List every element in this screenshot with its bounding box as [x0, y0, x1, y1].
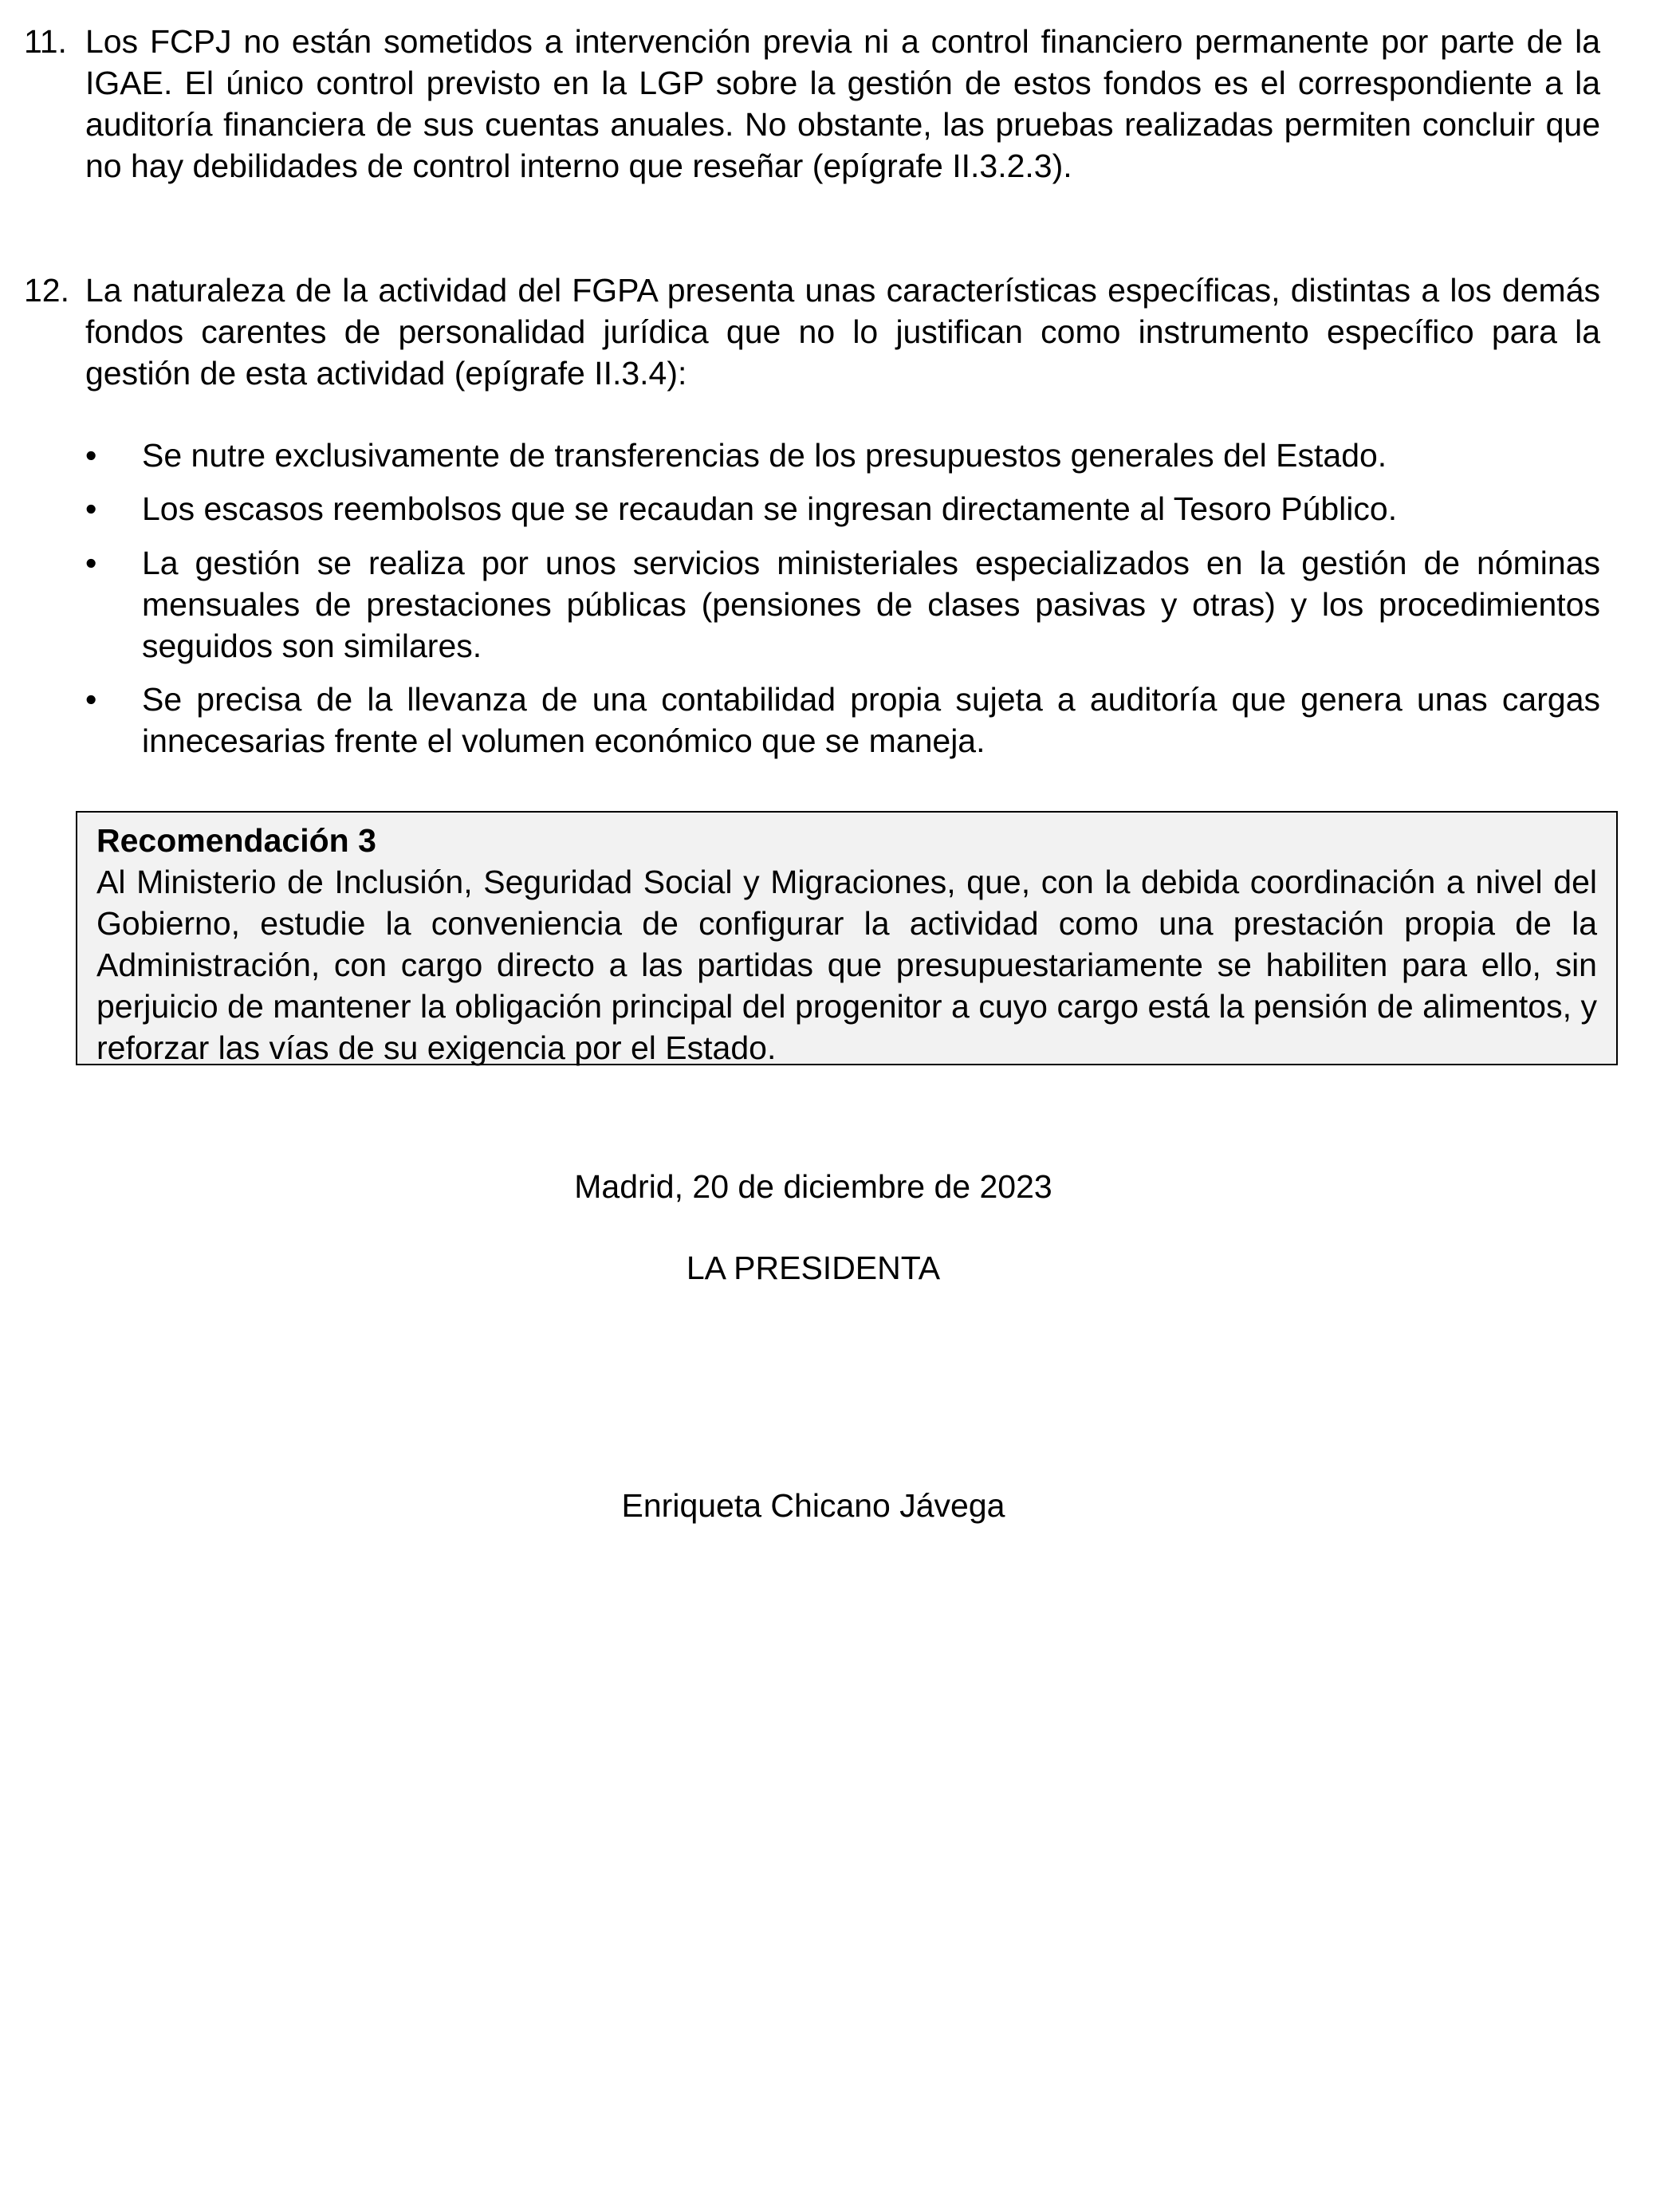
bullet-dot: • [85, 545, 97, 581]
bullet-text: Se precisa de la llevanza de una contabilidad propia sujeta a auditoría que genera unas cargas innecesarias frente el volumen económico que se maneja. [142, 681, 1600, 759]
bullet-text: Los escasos reembolsos que se recaudan se ingresan directamente al Tesoro Público. [142, 490, 1398, 527]
bullet-dot: • [85, 681, 97, 718]
paragraph-number: 11. [24, 23, 67, 60]
paragraph-number: 12. [24, 272, 69, 309]
paragraph-text: La naturaleza de la actividad del FGPA presenta unas características específicas, distintas a los demás fondos carentes de personalidad jurídica que no lo justifican como instrumento específico para la gestión de esta actividad (epígrafe II.3.4): [85, 272, 1600, 392]
bullet-dot: • [85, 437, 97, 474]
signatory-name: Enriqueta Chicano Jávega [621, 1487, 1005, 1524]
bullet-text: La gestión se realiza por unos servicios ministeriales especializados en la gestión de nóminas mensuales de prestaciones públicas (pensiones de clases pasivas y otras) y los procedimientos seguidos son similares. [142, 545, 1600, 664]
bullet-dot: • [85, 490, 97, 527]
paragraph-text: Los FCPJ no están sometidos a intervención previa ni a control financiero permanente por parte de la IGAE. El único control previsto en la LGP sobre la gestión de estos fondos es el correspondiente a la auditoría financiera de sus cuentas anuales. No obstante, las pruebas realizadas permiten concluir que no hay debilidades de control interno que reseñar (epígrafe II.3.2.3). [85, 23, 1600, 184]
signatory-role: LA PRESIDENTA [686, 1250, 941, 1286]
recommendation-text: Al Ministerio de Inclusión, Seguridad Social y Migraciones, que, con la debida coordinación a nivel del Gobierno, estudie la conveniencia de configurar la actividad como una prestación propia de la Administración, con cargo directo a las partidas que presupuestariamente se habiliten para ello, sin perjuicio de mantener la obligación principal del progenitor a cuyo cargo está la pensión de alimentos, y reforzar las vías de su exigencia por el Estado. [96, 864, 1597, 1066]
place-date: Madrid, 20 de diciembre de 2023 [574, 1168, 1052, 1205]
recommendation-title: Recomendación 3 [96, 822, 376, 859]
bullet-text: Se nutre exclusivamente de transferencias de los presupuestos generales del Estado. [142, 437, 1387, 474]
recommendation-box [76, 811, 1618, 1065]
